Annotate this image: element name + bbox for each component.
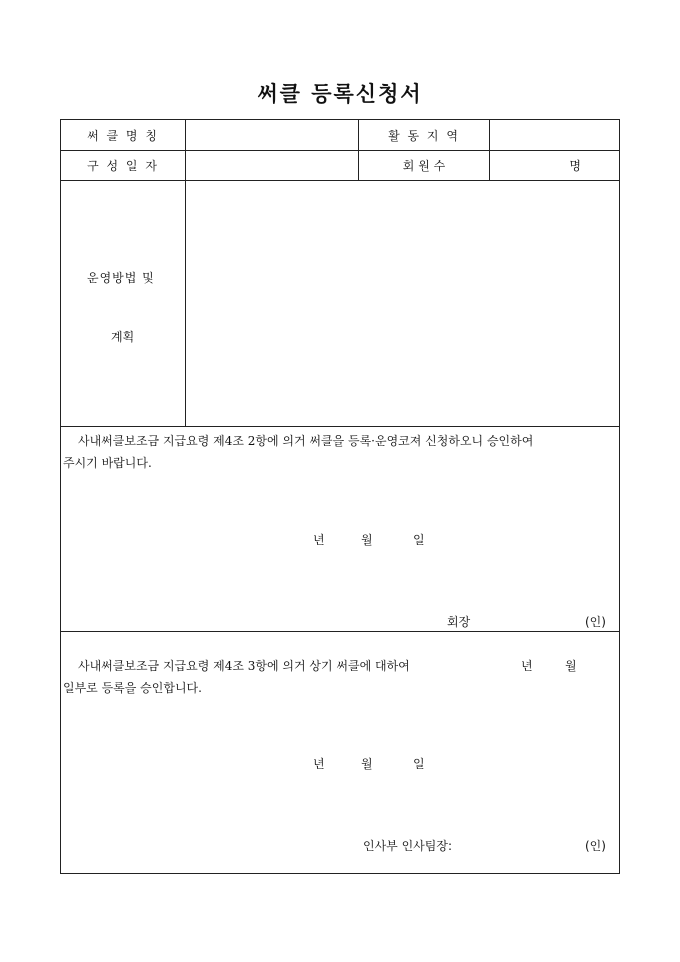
activity-area-label: 활 동 지 역	[388, 128, 460, 143]
application-date-year: 년	[313, 533, 325, 547]
approval-date-year: 년	[313, 757, 325, 771]
plan-label-line1: 운영방법 및	[87, 271, 155, 285]
approval-date-day: 일	[413, 757, 425, 771]
approval-text-line2: 일부로 등록을 승인합니다.	[63, 681, 202, 695]
activity-area-field[interactable]	[490, 120, 619, 150]
circle-name-label: 써 클 명 칭	[87, 128, 159, 143]
application-seal: (인)	[585, 615, 606, 629]
application-date-month: 월	[361, 533, 373, 547]
application-signer: 회장	[447, 615, 471, 629]
approval-month-label: 월	[565, 659, 577, 673]
circle-name-field[interactable]	[186, 120, 358, 150]
approval-year-label: 년	[521, 659, 533, 673]
page-title: 써클 등록신청서	[257, 81, 423, 106]
members-unit: 명	[569, 159, 583, 173]
formation-date-label: 구 성 일 자	[87, 159, 159, 173]
members-label: 회 원 수	[402, 159, 446, 173]
application-date-day: 일	[413, 533, 425, 547]
approval-text-line1: 사내써클보조금 지급요령 제4조 3항에 의거 상기 써클에 대하여	[78, 659, 410, 673]
registration-form	[60, 119, 620, 874]
plan-label-line2: 계획	[111, 330, 135, 344]
application-text-line1: 사내써클보조금 지급요령 제4조 2항에 의거 써클을 등록·운영코져 신청하오니 승인하여	[78, 434, 534, 448]
members-field[interactable]	[490, 151, 619, 180]
approval-date-month: 월	[361, 757, 373, 771]
application-text-line2: 주시기 바랍니다.	[63, 456, 152, 470]
approval-signer: 인사부 인사팀장:	[363, 839, 453, 853]
row-divider	[61, 631, 619, 632]
row-divider	[61, 426, 619, 427]
plan-field[interactable]	[186, 181, 619, 426]
approval-seal: (인)	[585, 839, 606, 853]
formation-date-field[interactable]	[186, 151, 358, 180]
